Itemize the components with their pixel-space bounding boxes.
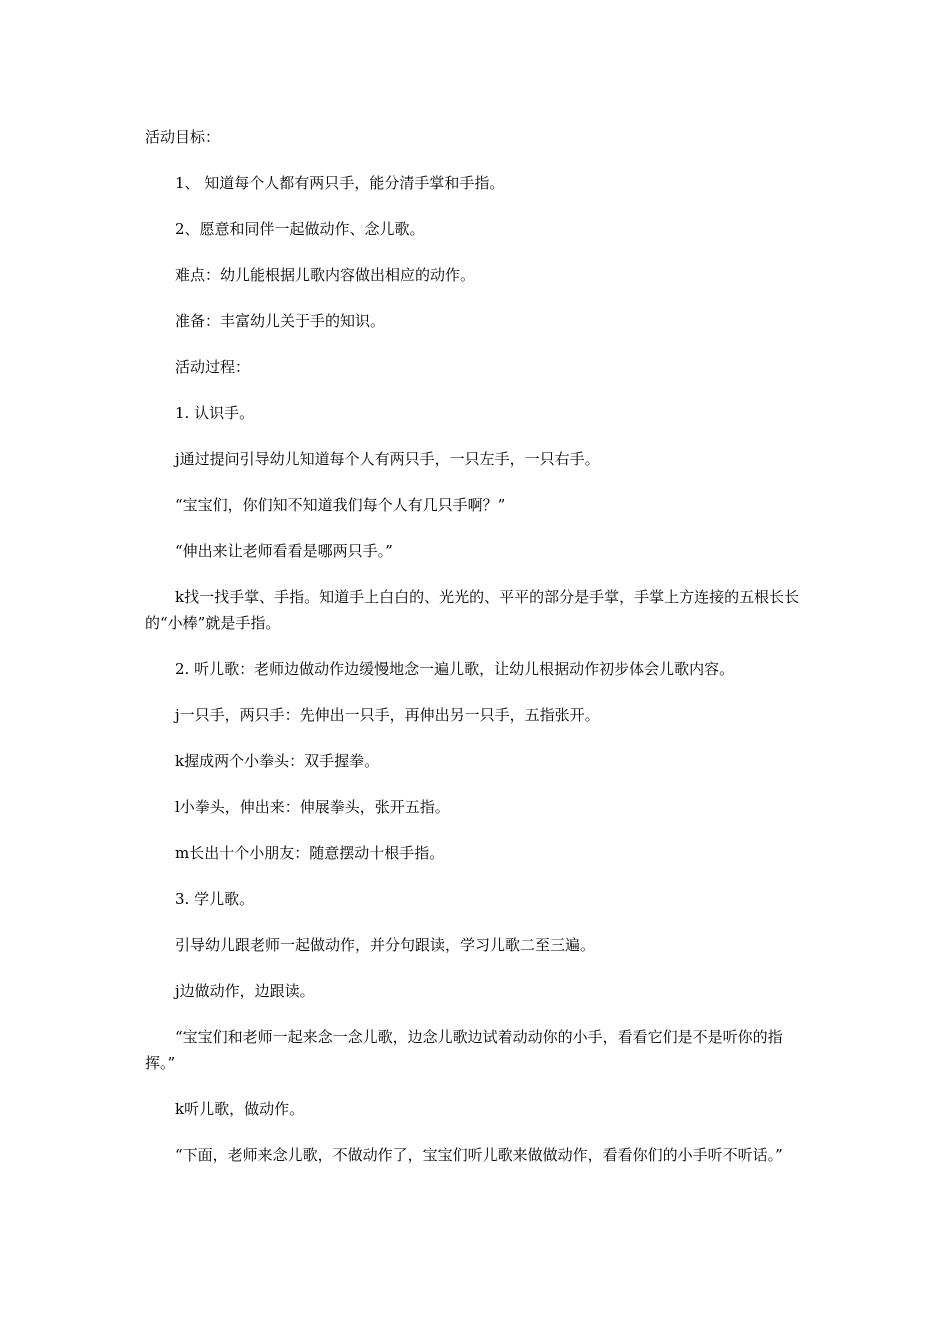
paragraph-step-1: 1. 认识手。 [175,404,255,422]
paragraph-step-2: 2. 听儿歌：老师边做动作边缓慢地念一遍儿歌，让幼儿根据动作初步体会儿歌内容。 [175,660,735,678]
paragraph-step-3-a: j边做动作，边跟读。 [175,982,315,1000]
paragraph-step-3: 3. 学儿歌。 [175,890,255,908]
paragraph-step-2-b: k握成两个小拳头：双手握拳。 [175,752,380,770]
document-body [145,124,810,1188]
paragraph-step-3-b: k听儿歌，做动作。 [175,1100,305,1118]
paragraph-preparation: 准备：丰富幼儿关于手的知识。 [175,312,386,330]
paragraph-step-1-a: j通过提问引导幼儿知道每个人有两只手，一只左手，一只右手。 [175,450,600,468]
paragraph-step-2-c: l小拳头，伸出来：伸展拳头，张开五指。 [175,798,450,816]
paragraph-difficulty: 难点：幼儿能根据儿歌内容做出相应的动作。 [175,266,476,284]
paragraph-quote-4: “下面，老师来念儿歌，不做动作了，宝宝们听儿歌来做做动作，看看你们的小手听不听话。” [175,1146,783,1164]
paragraph-step-2-d: m长出十个小朋友：随意摆动十根手指。 [175,844,445,862]
paragraph-quote-1: “宝宝们，你们知不知道我们每个人有几只手啊？” [175,496,506,514]
paragraph-quote-3: “宝宝们和老师一起来念一念儿歌，边念儿歌边试着动动你的小手，看看它们是不是听你的指挥。” [145,1028,783,1072]
section-heading-activity-goals: 活动目标： [145,128,221,146]
paragraph-goal-1: 1、 知道每个人都有两只手，能分清手掌和手指。 [175,174,505,192]
paragraph-step-1-b: k找一找手掌、手指。知道手上白白的、光光的、平平的部分是手掌，手掌上方连接的五根长长的“小棒”就是手指。 [145,588,800,632]
paragraph-process-heading: 活动过程： [175,358,251,376]
paragraph-step-2-a: j一只手，两只手：先伸出一只手，再伸出另一只手，五指张开。 [175,706,600,724]
paragraph-goal-2: 2、愿意和同伴一起做动作、念儿歌。 [175,220,425,238]
paragraph-step-3-intro: 引导幼儿跟老师一起做动作，并分句跟读，学习儿歌二至三遍。 [175,936,596,954]
paragraph-quote-2: “伸出来让老师看看是哪两只手。” [175,542,393,560]
